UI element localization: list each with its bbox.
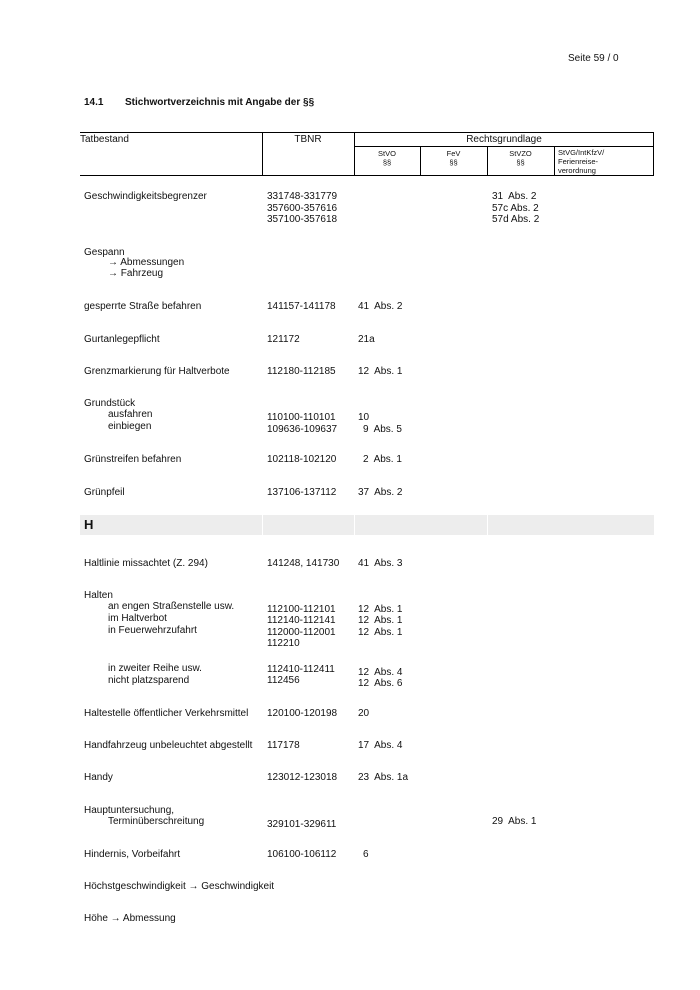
entry-term: Höhe → Abmessung (84, 913, 176, 924)
entry-stvo: 23 Abs. 1a (358, 772, 409, 783)
entry-stvo: 6 (363, 849, 369, 860)
entry-stvo: 9 Abs. 5 (363, 424, 402, 435)
entry-subterm: an engen Straßenstelle usw. (108, 601, 235, 612)
entry-tbnr: 357600-357616 (267, 203, 338, 214)
entry-stvzo: 57c Abs. 2 (492, 203, 539, 214)
entry-stvo: 12 Abs. 1 (358, 627, 403, 638)
entry-term: Halten (84, 590, 113, 601)
entry-tbnr: 109636-109637 (267, 424, 338, 435)
entry-stvo: 12 Abs. 1 (358, 366, 403, 377)
entry-subterm: nicht platzsparend (108, 675, 190, 686)
entry-term: Hindernis, Vorbeifahrt (84, 849, 181, 860)
header-rule-top (80, 132, 654, 133)
section-title: Stichwortverzeichnis mit Angabe der §§ (125, 97, 315, 108)
entry-tbnr: 112410-112411 (267, 664, 335, 675)
entry-stvzo: 31 Abs. 2 (492, 191, 537, 202)
entry-stvo: 12 Abs. 4 (358, 667, 403, 678)
entry-tbnr: 120100-120198 (267, 708, 338, 719)
entry-tbnr: 112140-112141 (267, 615, 336, 626)
entry-stvo: 12 Abs. 6 (358, 678, 403, 689)
entry-tbnr: 141248, 141730 (267, 558, 340, 569)
entry-stvo: 2 Abs. 1 (363, 454, 402, 465)
entry-tbnr: 112000-112001 (267, 627, 336, 638)
col-header-stvzo: StVZO (509, 149, 532, 158)
entry-subterm: in Feuerwehrzufahrt (108, 625, 197, 636)
entry-subterm: einbiegen (108, 421, 152, 432)
entry-stvo: 20 (358, 708, 370, 719)
letter-heading-bar (80, 515, 654, 535)
entry-stvo: 12 Abs. 1 (358, 615, 403, 626)
entry-tbnr: 102118-102120 (267, 454, 337, 465)
entry-tbnr: 141157-141178 (267, 301, 336, 312)
entry-tbnr: 123012-123018 (267, 772, 338, 783)
entry-term: Geschwindigkeitsbegrenzer (84, 191, 207, 202)
entry-term: Grünstreifen befahren (84, 454, 182, 465)
entry-term: Grundstück (84, 398, 136, 409)
entry-tbnr: 357100-357618 (267, 214, 338, 225)
entry-subterm: im Haltverbot (108, 613, 167, 624)
entry-term: Gespann (84, 247, 125, 258)
col-header-stvo: StVO (378, 149, 396, 158)
entry-subterm: Terminüberschreitung (108, 816, 205, 827)
entry-stvzo: 57d Abs. 2 (492, 214, 540, 225)
entry-term: Höchstgeschwindigkeit → Geschwindigkeit (84, 881, 275, 892)
entry-term: Handy (84, 772, 113, 783)
entry-tbnr: 112180-112185 (267, 366, 336, 377)
entry-term: Grünpfeil (84, 487, 125, 498)
entry-tbnr: 112456 (267, 675, 300, 686)
entry-tbnr: 121172 (267, 334, 300, 345)
entry-stvo: 41 Abs. 2 (358, 301, 403, 312)
entry-subterm: in zweiter Reihe usw. (108, 663, 202, 674)
col-header-stvg: StVG/IntKfzV/ (558, 148, 605, 157)
col-header-stvzo-unit: §§ (516, 158, 525, 167)
entry-tbnr: 137106-137112 (267, 487, 337, 498)
table-header (80, 132, 654, 176)
col-header-tbnr: TBNR (294, 134, 322, 145)
entry-tbnr: 117178 (267, 740, 300, 751)
entry-term: Handfahrzeug unbeleuchtet abgestellt (84, 740, 253, 751)
entry-stvo: 21a (358, 334, 375, 345)
entry-tbnr: 112100-112101 (267, 604, 336, 615)
entry-term: Grenzmarkierung für Haltverbote (84, 366, 230, 377)
entry-term: Hauptuntersuchung, (84, 805, 175, 816)
col-header-stvo-unit: §§ (382, 158, 392, 167)
entry-subterm: → Fahrzeug (108, 268, 164, 279)
entry-tbnr: 329101-329611 (267, 819, 337, 830)
entry-term: gesperrte Straße befahren (84, 301, 202, 312)
entry-stvo: 12 Abs. 1 (358, 604, 403, 615)
entry-term: Gurtanlegepflicht (84, 334, 160, 345)
page-number: Seite 59 / 0 (568, 53, 619, 64)
col-header-stvg: verordnung (558, 166, 596, 175)
header-rule-bottom (80, 175, 654, 176)
letter-heading: H (84, 517, 94, 532)
header-rule-sub (354, 146, 654, 147)
entry-subterm: ausfahren (108, 409, 153, 420)
entry-stvo: 17 Abs. 4 (358, 740, 403, 751)
entry-tbnr: 112210 (267, 638, 300, 649)
col-header-rechtsgrundlage: Rechtsgrundlage (466, 134, 542, 145)
col-header-fev-unit: §§ (449, 158, 458, 167)
section-number: 14.1 (84, 97, 104, 108)
entry-stvzo: 29 Abs. 1 (492, 816, 537, 827)
entry-tbnr: 331748-331779 (267, 191, 338, 202)
entry-term: Haltlinie missachtet (Z. 294) (84, 558, 208, 569)
entry-stvo: 41 Abs. 3 (358, 558, 403, 569)
col-divider (554, 146, 555, 176)
entry-subterm: → Abmessungen (108, 257, 185, 268)
col-header-stvg: Ferienreise- (558, 157, 599, 166)
entry-tbnr: 106100-106112 (267, 849, 337, 860)
entry-stvo: 37 Abs. 2 (358, 487, 403, 498)
entry-term: Haltestelle öffentlicher Verkehrsmittel (84, 708, 249, 719)
col-header-tatbestand: Tatbestand (80, 134, 129, 145)
col-header-fev: FeV (446, 149, 461, 158)
entry-stvo: 10 (358, 412, 370, 423)
entry-tbnr: 110100-110101 (267, 412, 336, 423)
